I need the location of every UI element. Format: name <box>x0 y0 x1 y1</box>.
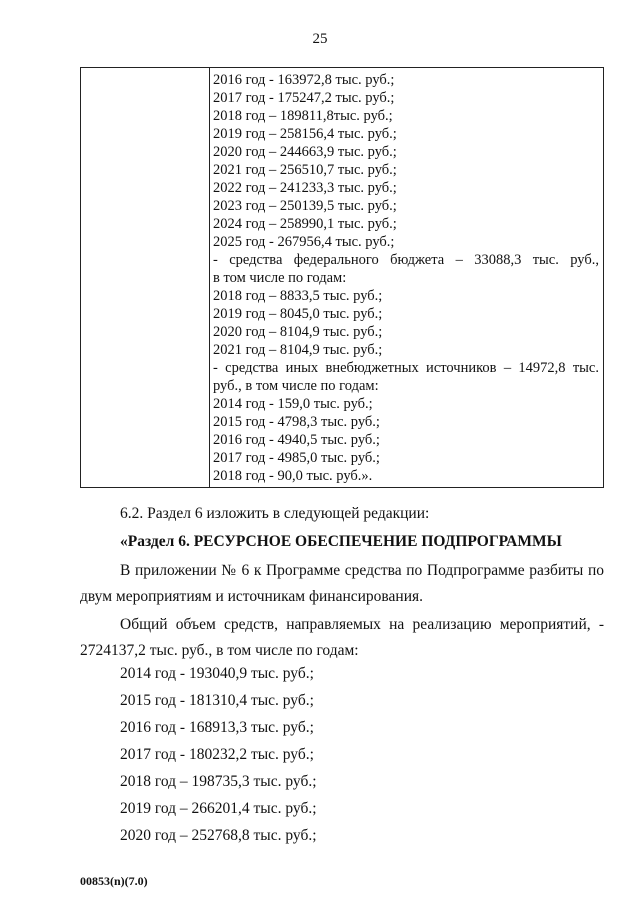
paragraph-line: 2724137,2 тыс. руб., в том числе по годам: <box>80 642 359 659</box>
page-number: 25 <box>312 31 328 47</box>
table-line: 2022 год – 241233,3 тыс. руб.; <box>213 180 397 196</box>
table-line: - средства федерального бюджета – 33088,3 тыс. руб., <box>213 252 599 268</box>
year-line: 2016 год - 168913,3 тыс. руб.; <box>120 719 314 736</box>
table-line: 2020 год – 244663,9 тыс. руб.; <box>213 144 397 160</box>
table-line: 2019 год – 258156,4 тыс. руб.; <box>213 126 397 142</box>
section-note: 6.2. Раздел 6 изложить в следующей редакции: <box>120 505 430 522</box>
table-line: 2021 год – 8104,9 тыс. руб.; <box>213 342 383 358</box>
table-right-cell <box>213 71 599 485</box>
year-line: 2015 год - 181310,4 тыс. руб.; <box>120 692 314 709</box>
paragraph-line: В приложении № 6 к Программе средства по Подпрограмме разбиты по <box>120 562 604 579</box>
footer-document-code: 00853(n)(7.0) <box>80 874 148 888</box>
table-line: в том числе по годам: <box>213 270 347 286</box>
paragraph-line: двум мероприятиям и источникам финансирования. <box>80 588 424 605</box>
year-line: 2014 год - 193040,9 тыс. руб.; <box>120 665 314 682</box>
year-line: 2018 год – 198735,3 тыс. руб.; <box>120 773 317 790</box>
table-line: 2024 год – 258990,1 тыс. руб.; <box>213 216 397 232</box>
table-line: 2015 год - 4798,3 тыс. руб.; <box>213 414 380 430</box>
table-line: 2017 год - 175247,2 тыс. руб.; <box>213 90 395 106</box>
budget-table <box>80 67 604 488</box>
table-line: - средства иных внебюджетных источников – 14972,8 тыс. <box>213 360 599 376</box>
table-line: 2016 год - 163972,8 тыс. руб.; <box>213 72 395 88</box>
table-line: руб., в том числе по годам: <box>213 378 379 394</box>
table-line: 2018 год – 189811,8тыс. руб.; <box>213 108 393 124</box>
year-line: 2019 год – 266201,4 тыс. руб.; <box>120 800 317 817</box>
table-line: 2025 год - 267956,4 тыс. руб.; <box>213 234 395 250</box>
table-line: 2018 год – 8833,5 тыс. руб.; <box>213 288 383 304</box>
paragraph-line: Общий объем средств, направляемых на реализацию мероприятий, - <box>120 616 604 633</box>
table-line: 2021 год – 256510,7 тыс. руб.; <box>213 162 397 178</box>
table-line: 2018 год - 90,0 тыс. руб.». <box>213 468 373 484</box>
table-line: 2017 год - 4985,0 тыс. руб.; <box>213 450 380 466</box>
year-line: 2017 год - 180232,2 тыс. руб.; <box>120 746 314 763</box>
table-line: 2016 год - 4940,5 тыс. руб.; <box>213 432 380 448</box>
table-line: 2020 год – 8104,9 тыс. руб.; <box>213 324 383 340</box>
table-column-divider <box>209 68 210 487</box>
section-heading: «Раздел 6. РЕСУРСНОЕ ОБЕСПЕЧЕНИЕ ПОДПРОГРАММЫ <box>120 533 562 550</box>
table-line: 2019 год – 8045,0 тыс. руб.; <box>213 306 383 322</box>
year-line: 2020 год – 252768,8 тыс. руб.; <box>120 827 317 844</box>
table-line: 2014 год - 159,0 тыс. руб.; <box>213 396 373 412</box>
table-line: 2023 год – 250139,5 тыс. руб.; <box>213 198 397 214</box>
